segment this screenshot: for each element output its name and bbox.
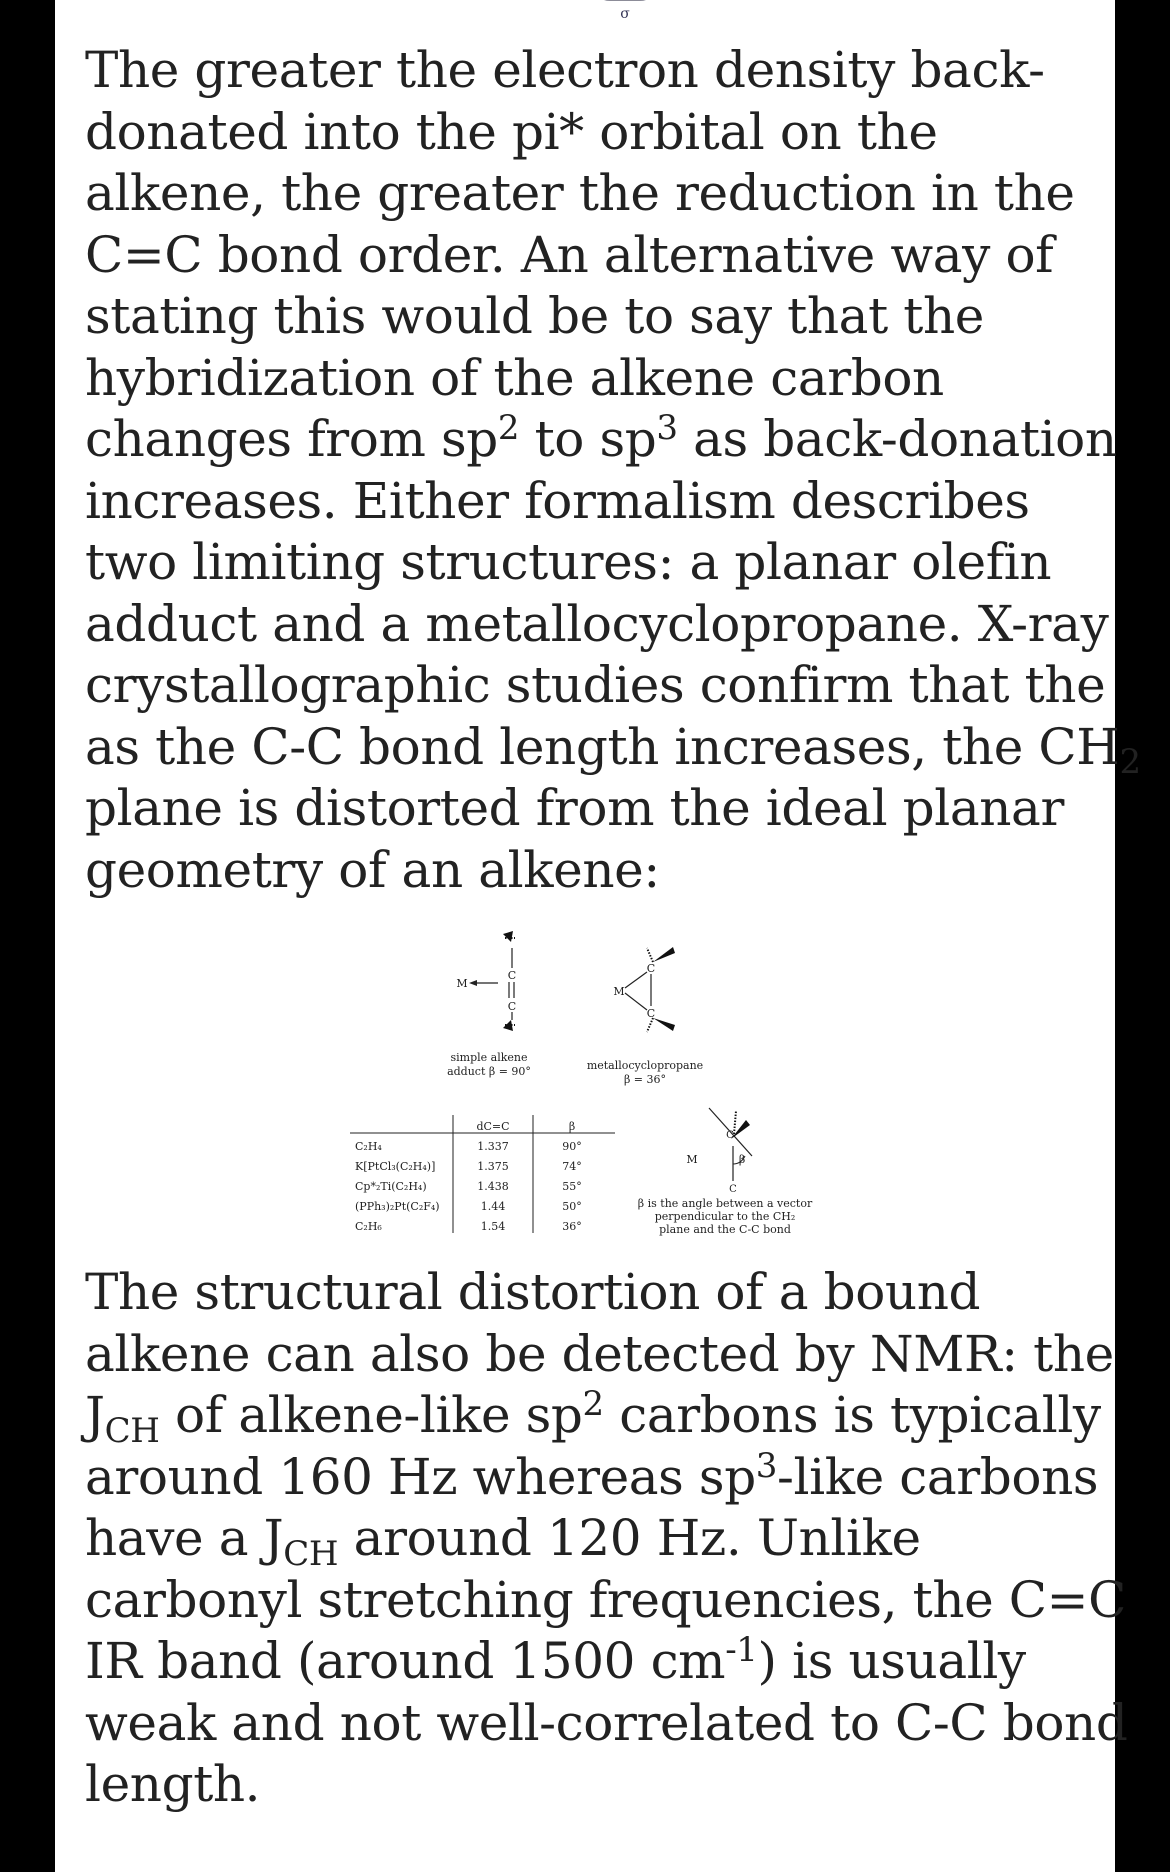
p2-line: carbonyl stretching frequencies, the C=C (85, 1570, 1127, 1629)
p1-line: donated into the pi* orbital on the (85, 102, 938, 161)
table-cell-compound: Cp*₂Ti(C₂H₄) (355, 1180, 427, 1193)
ring-carbon-label: C (646, 962, 656, 975)
text-run: as the C-C bond length increases, the CH (85, 717, 1120, 776)
metal-label: M (456, 977, 468, 990)
table-cell-beta: 50° (562, 1200, 582, 1213)
simple-adduct-caption: simple alkene (450, 1051, 528, 1064)
text-run: carbons is typically (603, 1386, 1101, 1444)
table-cell-beta: 74° (562, 1160, 582, 1173)
table-cell-dcc: 1.54 (480, 1220, 506, 1233)
text-run: -like carbons (777, 1447, 1099, 1506)
p1-line-hybridization (85, 409, 1115, 471)
metal-label: M (613, 985, 625, 998)
table-cell-compound: (PPh₃)₂Pt(C₂F₄) (355, 1200, 440, 1213)
text-run: ) is usually (757, 1632, 1026, 1690)
p2-line-sp3 (85, 1447, 1115, 1509)
alkene-carbon-label: C (507, 1000, 517, 1013)
table-cell-dcc: 1.337 (477, 1140, 509, 1153)
table-cell-dcc: 1.438 (477, 1180, 509, 1193)
paragraph-nmr (85, 1262, 1128, 1816)
p1-line: two limiting structures: a planar olefin (85, 533, 1052, 591)
p1-line: increases. Either formalism describes (85, 471, 1030, 530)
text-run: IR band (around 1500 cm (85, 1632, 726, 1690)
table-cell-compound: K[PtCl₃(C₂H₄)] (355, 1160, 436, 1173)
beta-definition-line: plane and the C-C bond (659, 1223, 791, 1236)
p1-line: crystallographic studies confirm that the (85, 656, 1106, 714)
p1-line: The greater the electron density back- (85, 41, 1045, 99)
p2-line: alkene can also be detected by NMR: the (85, 1324, 1114, 1383)
subscript: CH (104, 1410, 160, 1451)
table-rows (355, 1140, 582, 1233)
p2-line-jch (85, 1508, 1115, 1574)
text-run: as back-donation (677, 410, 1117, 468)
superscript: 2 (582, 1384, 604, 1424)
beta-definition-line: perpendicular to the CH₂ (654, 1210, 796, 1223)
beta-label: β (738, 1153, 746, 1166)
p2-line-ir (85, 1631, 1115, 1693)
bond-length-table (350, 1115, 615, 1233)
beta-definition-line: β is the angle between a vector (637, 1197, 813, 1210)
p1-line: C=C bond order. An alternative way of (85, 225, 1054, 284)
metallocyclopropane-structure (587, 947, 703, 1086)
angle-carbon-label: C (729, 1184, 737, 1195)
text-run: to sp (519, 410, 657, 468)
p2-line: weak and not well-correlated to C-C bond (85, 1693, 1128, 1752)
p1-line: adduct and a metallocyclopropane. X-ray (85, 594, 1109, 653)
p2-line: length. (85, 1755, 261, 1813)
table-cell-beta: 36° (562, 1220, 582, 1233)
superscript: 2 (497, 408, 520, 448)
subscript: 2 (1119, 742, 1141, 783)
p1-line: hybridization of the alkene carbon (85, 348, 944, 407)
table-header-beta: β (568, 1120, 576, 1133)
beta-angle-diagram (638, 1108, 813, 1236)
p1-line-ch2 (85, 717, 1141, 783)
superscript: 3 (755, 1445, 778, 1486)
metallocyclopropane-caption: metallocyclopropane (586, 1059, 704, 1072)
p2-line-jch (85, 1384, 1115, 1451)
p2-line: The structural distortion of a bound (85, 1263, 981, 1321)
superscript: -1 (725, 1630, 758, 1670)
table-cell-beta: 55° (562, 1180, 582, 1193)
metal-label: M (686, 1153, 698, 1166)
text-run: of alkene-like sp (159, 1386, 583, 1444)
p1-line: alkene, the greater the reduction in the (85, 164, 1075, 222)
subscript: CH (283, 1533, 339, 1574)
page (55, 0, 1141, 1872)
p1-line: geometry of an alkene: (85, 840, 660, 899)
alkene-carbon-label: C (507, 969, 517, 982)
text-run: have a J (85, 1509, 284, 1567)
p1-line: stating this would be to say that the (85, 287, 984, 345)
sigma-label: σ (620, 6, 630, 22)
table-cell-beta: 90° (562, 1140, 582, 1153)
angle-carbon-label: C (726, 1130, 734, 1141)
simple-adduct-beta-caption: adduct β = 90° (447, 1065, 531, 1078)
superscript: 3 (656, 408, 678, 448)
text-run: changes from sp (85, 410, 498, 468)
p1-line: plane is distorted from the ideal planar (85, 779, 1064, 837)
table-cell-dcc: 1.44 (480, 1200, 506, 1213)
text-run: around 120 Hz. Unlike (338, 1509, 921, 1567)
alkene-bonding-figure (55, 920, 1115, 1250)
table-cell-compound: C₂H₄ (355, 1140, 382, 1153)
text-run: around 160 Hz whereas sp (85, 1447, 756, 1506)
paragraph-backdonation (85, 40, 1141, 901)
simple-alkene-adduct-structure (447, 931, 531, 1078)
table-cell-dcc: 1.375 (477, 1160, 509, 1173)
ring-carbon-label: C (646, 1007, 656, 1020)
table-header-dcc: dC=C (476, 1120, 510, 1133)
figure-top-fragment (580, 0, 670, 24)
table-cell-compound: C₂H₆ (355, 1220, 382, 1233)
text-run: J (85, 1386, 105, 1444)
metallocyclopropane-beta-caption: β = 36° (623, 1073, 667, 1086)
